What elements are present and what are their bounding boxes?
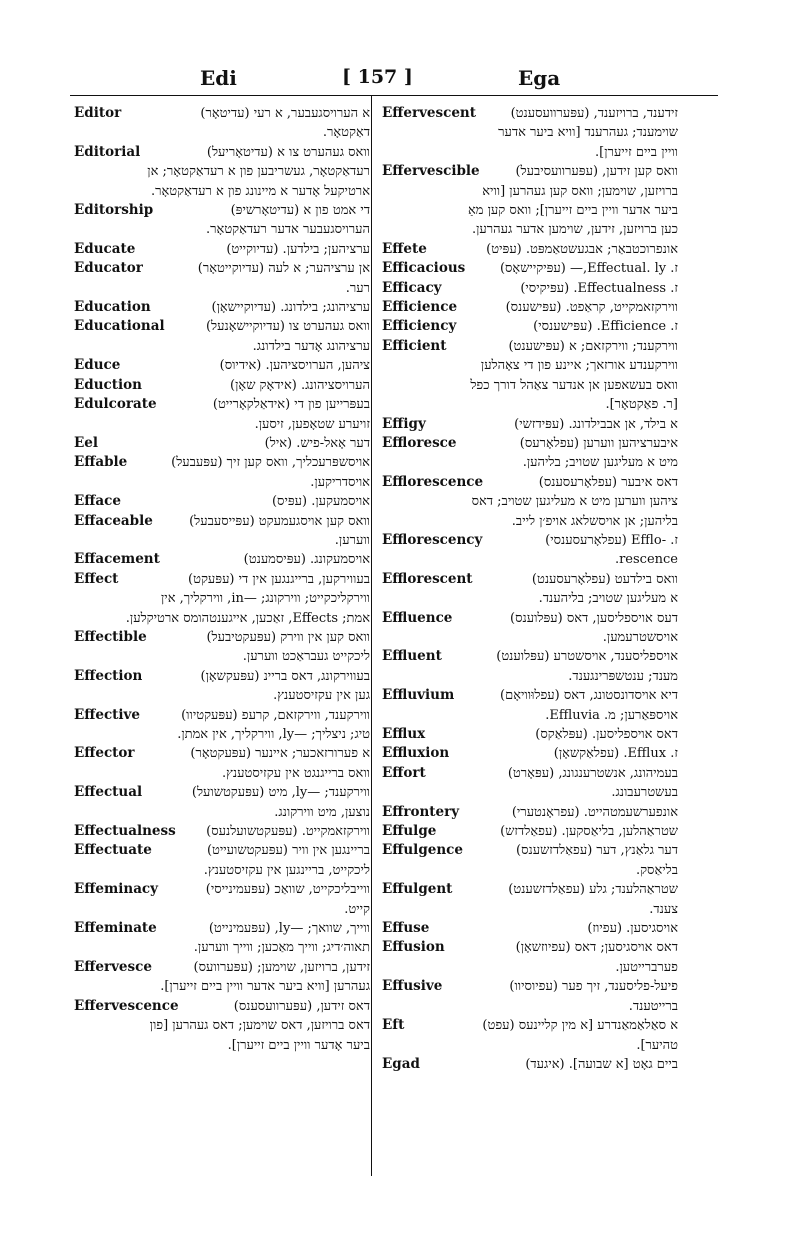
headword: Effection (74, 667, 143, 684)
definition-line: וואס קען זידען, (עפּערוועסיבעל) (515, 164, 678, 180)
definition-line: ציהען, הערויסציהען. (אידיוס) (219, 358, 370, 374)
definition-line: ז. -Efflo (עפלאָרעסענסי) (545, 532, 678, 548)
definition-line: דעס אויספליסען, דאס (עפּלוענס) (510, 610, 678, 626)
dictionary-entry (74, 570, 370, 628)
headword: Editorship (74, 202, 154, 219)
headword: Educate (74, 240, 136, 257)
dictionary-entry (382, 686, 678, 725)
definition-line: אויסגיסען. (עפיוז) (587, 921, 678, 937)
definition-line: דער גלאַנץ, דער (עפאַלדזשענס) (516, 843, 678, 859)
left-column (74, 104, 370, 1055)
dictionary-entry (74, 298, 370, 317)
definition-line: געהרען [וויא ביער אדער וויין ביים זייערן]. (160, 979, 370, 995)
headword: Effervesce (74, 958, 152, 975)
dictionary-entry (382, 473, 678, 531)
definition-line: אויסשטרעמען. (602, 629, 678, 645)
definition-line: ווירקזאמקייט. (עפּעקטשועלנעס) (206, 824, 370, 840)
headword: Effeminacy (74, 881, 158, 898)
definition-line: ערציהונג; בילדונג. (עדיוקיישאָן) (211, 300, 370, 316)
dictionary-entry (74, 744, 370, 783)
headword: Efface (74, 493, 121, 510)
definition-line: ליכקייט געבראַכט ווערען. (242, 649, 370, 665)
definition-line: ביים גאָט [א שבועה]. (איגעד) (525, 1056, 678, 1072)
definition-line: קייט. (344, 901, 370, 917)
dictionary-entry (382, 609, 678, 648)
definition-line: וואס בילדעט (עפלאָרעסענט) (531, 571, 678, 587)
definition-line: שטראַהלען, בליאַסקען. (עפאַלדזש) (500, 824, 678, 840)
headword: Effluvium (382, 687, 455, 704)
definition-line: ווערען. (334, 532, 370, 548)
definition-line: זויערע שטאָפען, זיסען. (254, 416, 370, 432)
dictionary-entry (74, 104, 370, 143)
definition-line: ווירקזאמקייט, קראַפט. (עפּישענס) (505, 300, 678, 316)
dictionary-entry (74, 453, 370, 492)
dictionary-entry (382, 822, 678, 841)
column-divider (371, 96, 372, 1176)
dictionary-entry (382, 744, 678, 763)
dictionary-entry (74, 706, 370, 745)
headword: Eft (382, 1017, 405, 1034)
dictionary-entry (74, 628, 370, 667)
headword: Efflorescence (382, 473, 484, 490)
headword: Efflorescent (382, 570, 473, 587)
definition-line: ביער אָדער וויין ביים זייערן]. (227, 1037, 370, 1053)
page-header (70, 60, 718, 96)
definition-line: דיא אויסדונסטונג, דאס (עפלוּוויאָם) (500, 688, 678, 704)
dictionary-entry (74, 550, 370, 569)
definition-line: דאַקטאָר. (322, 125, 370, 141)
headword: Effacement (74, 551, 160, 568)
headword: Editor (74, 105, 122, 121)
definition-line: דאס איבער (עפלאָרעסענס) (538, 474, 678, 490)
definition-line: בעפּרייען פון די (אידאַלקאָרייט) (212, 397, 370, 413)
dictionary-entry (382, 298, 678, 317)
definition-line: ברויזען, שוימען; וואס קען געהרען [וויא (482, 183, 678, 199)
definition-line: בליהען; אן אויסשלאג אויפ׳ן לייב. (511, 513, 678, 529)
definition-line: רעדאַקטאָר, געשריבען פון א רעדאַקטאָר; אן (147, 164, 370, 180)
headword: Educational (74, 318, 165, 335)
dictionary-entry (74, 376, 370, 395)
definition-line: ווירקענד; —ly, מיט (עפּעקטשועל) (191, 785, 370, 801)
headword: Effrontery (382, 803, 460, 820)
headword: Effloresce (382, 434, 457, 451)
dictionary-entry (74, 259, 370, 298)
dictionary-entry (74, 997, 370, 1055)
dictionary-entry (74, 841, 370, 880)
definition-line: אויסמעקונג. (עפּיסמענט) (243, 552, 370, 568)
headword: Effluent (382, 648, 442, 665)
headword: Effulge (382, 823, 437, 840)
dictionary-entry (382, 317, 678, 336)
definition-line: ערציהען; בילדען. (עדיוקייט) (226, 241, 370, 257)
headword: Efficacious (382, 260, 466, 277)
dictionary-entry (74, 201, 370, 240)
definition-line: ז. Effectualness. (עפּיקיסי) (520, 280, 678, 296)
headword: Effaceable (74, 512, 153, 529)
right-guide-word: Ega (518, 66, 561, 90)
definition-line: דאס ברויזען, דאס שוימען; דאס געהרען [פון (149, 1018, 370, 1034)
headword: Educe (74, 357, 121, 374)
definition-line: כען ברויזען, זידען, שוימען אדער געהרען. (471, 222, 678, 238)
definition-line: נוצען, מיט ווירקונג. (274, 804, 370, 820)
headword: Effervescible (382, 163, 480, 180)
definition-line: בליאַסק. (635, 862, 678, 878)
definition-line: וואס קען אין ווירק (עפּעקטיבעל) (206, 629, 370, 645)
dictionary-entry (382, 531, 678, 570)
definition-line: וואס קען אויסגעמעקט (עפּייסעבעל) (189, 513, 370, 529)
headword: Effete (382, 240, 427, 257)
definition-line: וואס געהערט צו (עדיוקיישאָנעל) (205, 319, 370, 335)
definition-line: טהיער]. (636, 1037, 678, 1053)
dictionary-entry (74, 822, 370, 841)
headword: Effluxion (382, 745, 450, 762)
headword: Educator (74, 260, 143, 277)
definition-line: די אמט פון א (עדיטאָרשיפּ) (230, 203, 370, 219)
headword: Effectual (74, 784, 143, 801)
headword: Efficacy (382, 279, 442, 296)
dictionary-entry (74, 395, 370, 434)
dictionary-entry (382, 104, 678, 162)
dictionary-entry (74, 143, 370, 201)
headword: Effusive (382, 978, 443, 995)
headword: Effulgent (382, 881, 453, 898)
dictionary-entry (74, 240, 370, 259)
dictionary-entry (382, 162, 678, 240)
headword: Eduction (74, 376, 142, 393)
definition-line: וואס בעשאפען אן אנדער צאַהל דורך כפל (470, 377, 678, 393)
headword: Effective (74, 706, 140, 723)
definition-line: בעווירקונג, דאס בריינ (עפּעקשאָן) (200, 668, 370, 684)
definition-line: ברייטענד. (628, 998, 678, 1014)
definition-line: א בילד, אן אבבילדונג. (עפּידזשי) (514, 416, 678, 432)
definition-line: פיעל-פליסענד, זיך פער (עפיוסיוו) (509, 979, 678, 995)
definition-line: אונפרוכטבאַר; אבגעשטאַמפּט. (עפּיט) (486, 241, 678, 257)
definition-line: דאס אויספליסען. (עפּלאַקס) (535, 727, 678, 742)
headword: Effable (74, 454, 128, 471)
definition-line: וויין ביים זייערן]. (595, 144, 678, 160)
dictionary-entry (382, 938, 678, 977)
left-guide-word: Edi (200, 66, 237, 90)
definition-line: זידענד, ברויזענד, (עפּערוועסענט) (510, 106, 678, 121)
definition-line: בריינגען אין וויר (עפּעקטשועייט) (206, 843, 370, 859)
dictionary-entry (382, 1055, 678, 1074)
headword: Effulgence (382, 842, 463, 859)
definition-line: ווייבליכקייט, שוואַכ (עפּעמינייסי) (205, 882, 370, 898)
dictionary-entry (382, 919, 678, 938)
page-number: [ 157 ] (342, 66, 413, 88)
definition-line: זידען, ברויזען, שוימען; (עפּערוועס) (193, 959, 370, 975)
dictionary-entry (382, 415, 678, 434)
definition-line: ז. Efflux. (עפלאַקשאָן) (553, 746, 678, 762)
headword: Egad (382, 1055, 420, 1072)
definition-line: אויסדריקען. (310, 474, 370, 490)
dictionary-entry (382, 1016, 678, 1055)
headword: Efficience (382, 299, 458, 316)
dictionary-entry (74, 958, 370, 997)
dictionary-entry (382, 337, 678, 415)
headword: Effluence (382, 609, 453, 626)
definition-line: שטראַהלענד; גלע (עפאַלדזשענט) (508, 882, 678, 898)
dictionary-entry (382, 434, 678, 473)
definition-line: ביער אדער וויין ביים זייערן]; וואס קען מאַ (467, 203, 678, 219)
dictionary-entry (382, 764, 678, 803)
definition-line: אויספּאַרען; מ. Effluvia. (545, 707, 678, 723)
definition-line: אמת; Effects, זאַכען, אייגענטהומס ארטיקלען. (125, 610, 370, 626)
headword: Effervescent (382, 105, 476, 121)
headword: Effectible (74, 628, 147, 645)
dictionary-entry (74, 317, 370, 356)
definition-line: וואס געהערט צו א (עדיטאָריעל) (206, 144, 370, 160)
headword: Efflux (382, 726, 426, 742)
headword: Eel (74, 434, 99, 451)
definition-line: א פערורזאכער; איינער (עפּעקטאָר) (190, 746, 370, 762)
definition-line: טיג; ניצליך; —ly, ווירקליך, אין אמתן. (177, 727, 370, 742)
definition-line: ווירקענד; ווירקזאם; א (עפּישענט) (508, 338, 678, 354)
dictionary-entry (74, 512, 370, 551)
dictionary-entry (382, 841, 678, 880)
headword: Effector (74, 745, 135, 762)
definition-line: ווירקליכקייט; ווירקונג; —in, ווירקליך, אין (160, 591, 370, 607)
definition-line: פערברייטען. (615, 959, 678, 975)
headword: Effectualness (74, 823, 176, 840)
definition-line: בעשטרעבונג. (611, 785, 678, 801)
definition-line: ווייך, שוואך; —ly, (עפּעמינייט) (208, 921, 370, 937)
dictionary-entry (382, 647, 678, 686)
definition-line: ז. Efficience. (עפּישענסי) (533, 319, 678, 335)
definition-line: ארטיקעל אָדער א מיינונג פון א רעדאַקטאָר. (150, 183, 370, 199)
definition-line: [ר. פאַקטאָר]. (605, 397, 678, 413)
definition-line: דאס אויסגיסען; דאס (עפיוזשאָן) (515, 940, 678, 956)
definition-line: רער. (345, 280, 370, 296)
definition-line: אונפערשעמטהייט. (עפראָנטערי) (511, 804, 678, 820)
definition-line: אויסמעקען. (עפּיס) (271, 494, 370, 510)
definition-line: מיט א מעליגען שטויב; בליהען. (522, 455, 678, 471)
headword: Effusion (382, 939, 445, 956)
definition-line: ציהען ווערען מיט א מעליגען שטויב; דאס (471, 494, 678, 510)
dictionary-entry (74, 783, 370, 822)
headword: Efflorescency (382, 531, 483, 548)
dictionary-entry (74, 667, 370, 706)
dictionary-entry (382, 725, 678, 744)
definition-line: א סאַלאַמאַנדרע [א מין קליינעס (עפט) (482, 1018, 678, 1034)
definition-line: אויסשפּרעכליך, וואס קען זיך (עפּעבעל) (171, 455, 370, 471)
definition-line: א מעליגען שטויב; בליהענד. (538, 591, 678, 607)
dictionary-entry (382, 570, 678, 609)
headword: Effort (382, 764, 426, 781)
dictionary-entry (382, 240, 678, 259)
definition-line: אויספליסענד, אויסשטרע (עפּלוענט) (496, 649, 678, 665)
dictionary-entry (74, 434, 370, 453)
dictionary-entry (74, 919, 370, 958)
definition-line: א הערויסגעבער, א רעי (עדיטאָר) (200, 106, 370, 121)
definition-line: תאוה׳דיג; ווייך מאַכען; ווייך ווערען. (193, 940, 370, 956)
definition-line: וואס ברייגנגט אין עקזיסטענץ. (222, 765, 370, 781)
headword: Effect (74, 570, 119, 587)
definition-line: בעמיהונג, אנשטרענגונג, (עפּאָרט) (507, 765, 678, 781)
headword: Edulcorate (74, 396, 157, 413)
definition-line: ז. Effectual. ly,— (עפּיקיישאָס) (499, 261, 678, 277)
definition-line: אן ערציהער; א לעה (עדיוקייטאָר) (197, 261, 370, 277)
definition-line: דער אָאל-פיש. (איל) (264, 435, 370, 451)
dictionary-entry (74, 356, 370, 375)
headword: Effervescence (74, 997, 179, 1014)
definition-line: ערציהונג אָדער בילדונג. (252, 338, 370, 354)
dictionary-entry (382, 279, 678, 298)
definition-line: דאס זידען, (עפּערוועסענס) (233, 998, 370, 1014)
definition-line: ליכקייט, בריינגען אין עקזיסטענץ. (203, 862, 370, 878)
headword: Education (74, 299, 151, 316)
headword: Effigy (382, 415, 426, 432)
definition-line: צענד. (649, 901, 678, 917)
definition-line: ווירקענד, ווירקזאם, קרעפ (עפּעקטיוו) (181, 707, 370, 723)
definition-line: גען אין עקזיסטענץ. (273, 688, 370, 704)
right-column (382, 104, 678, 1074)
dictionary-entry (74, 492, 370, 511)
dictionary-entry (382, 803, 678, 822)
dictionary-entry (382, 880, 678, 919)
definition-line: איבערציהען ווערען (עפלאָרעס) (519, 435, 678, 451)
dictionary-entry (74, 880, 370, 919)
definition-line: הערויסגעבער אדער רעדאַקטאָר. (206, 222, 370, 238)
definition-line: בעווירקען, ברייגנגען אין די (עפּעקט) (188, 571, 370, 587)
headword: Effectuate (74, 842, 152, 859)
headword: Efficient (382, 337, 447, 354)
headword: Effeminate (74, 920, 157, 937)
definition-line: שוימענד; געהרענד [וויא ביער אדער (498, 125, 678, 141)
dictionary-entry (382, 977, 678, 1016)
definition-line: מענד; ענטשפּרינגענד. (568, 668, 678, 684)
headword: Efficiency (382, 318, 457, 335)
dictionary-entry (382, 259, 678, 278)
definition-line: הערויסציהונג. (אידאָק שאָן) (230, 377, 370, 393)
definition-line: rescence. (614, 552, 678, 568)
headword: Editorial (74, 143, 141, 160)
headword: Effuse (382, 920, 430, 937)
definition-line: ווירקענדע אורזאך; איינע פון די צאָהלען (480, 358, 678, 374)
